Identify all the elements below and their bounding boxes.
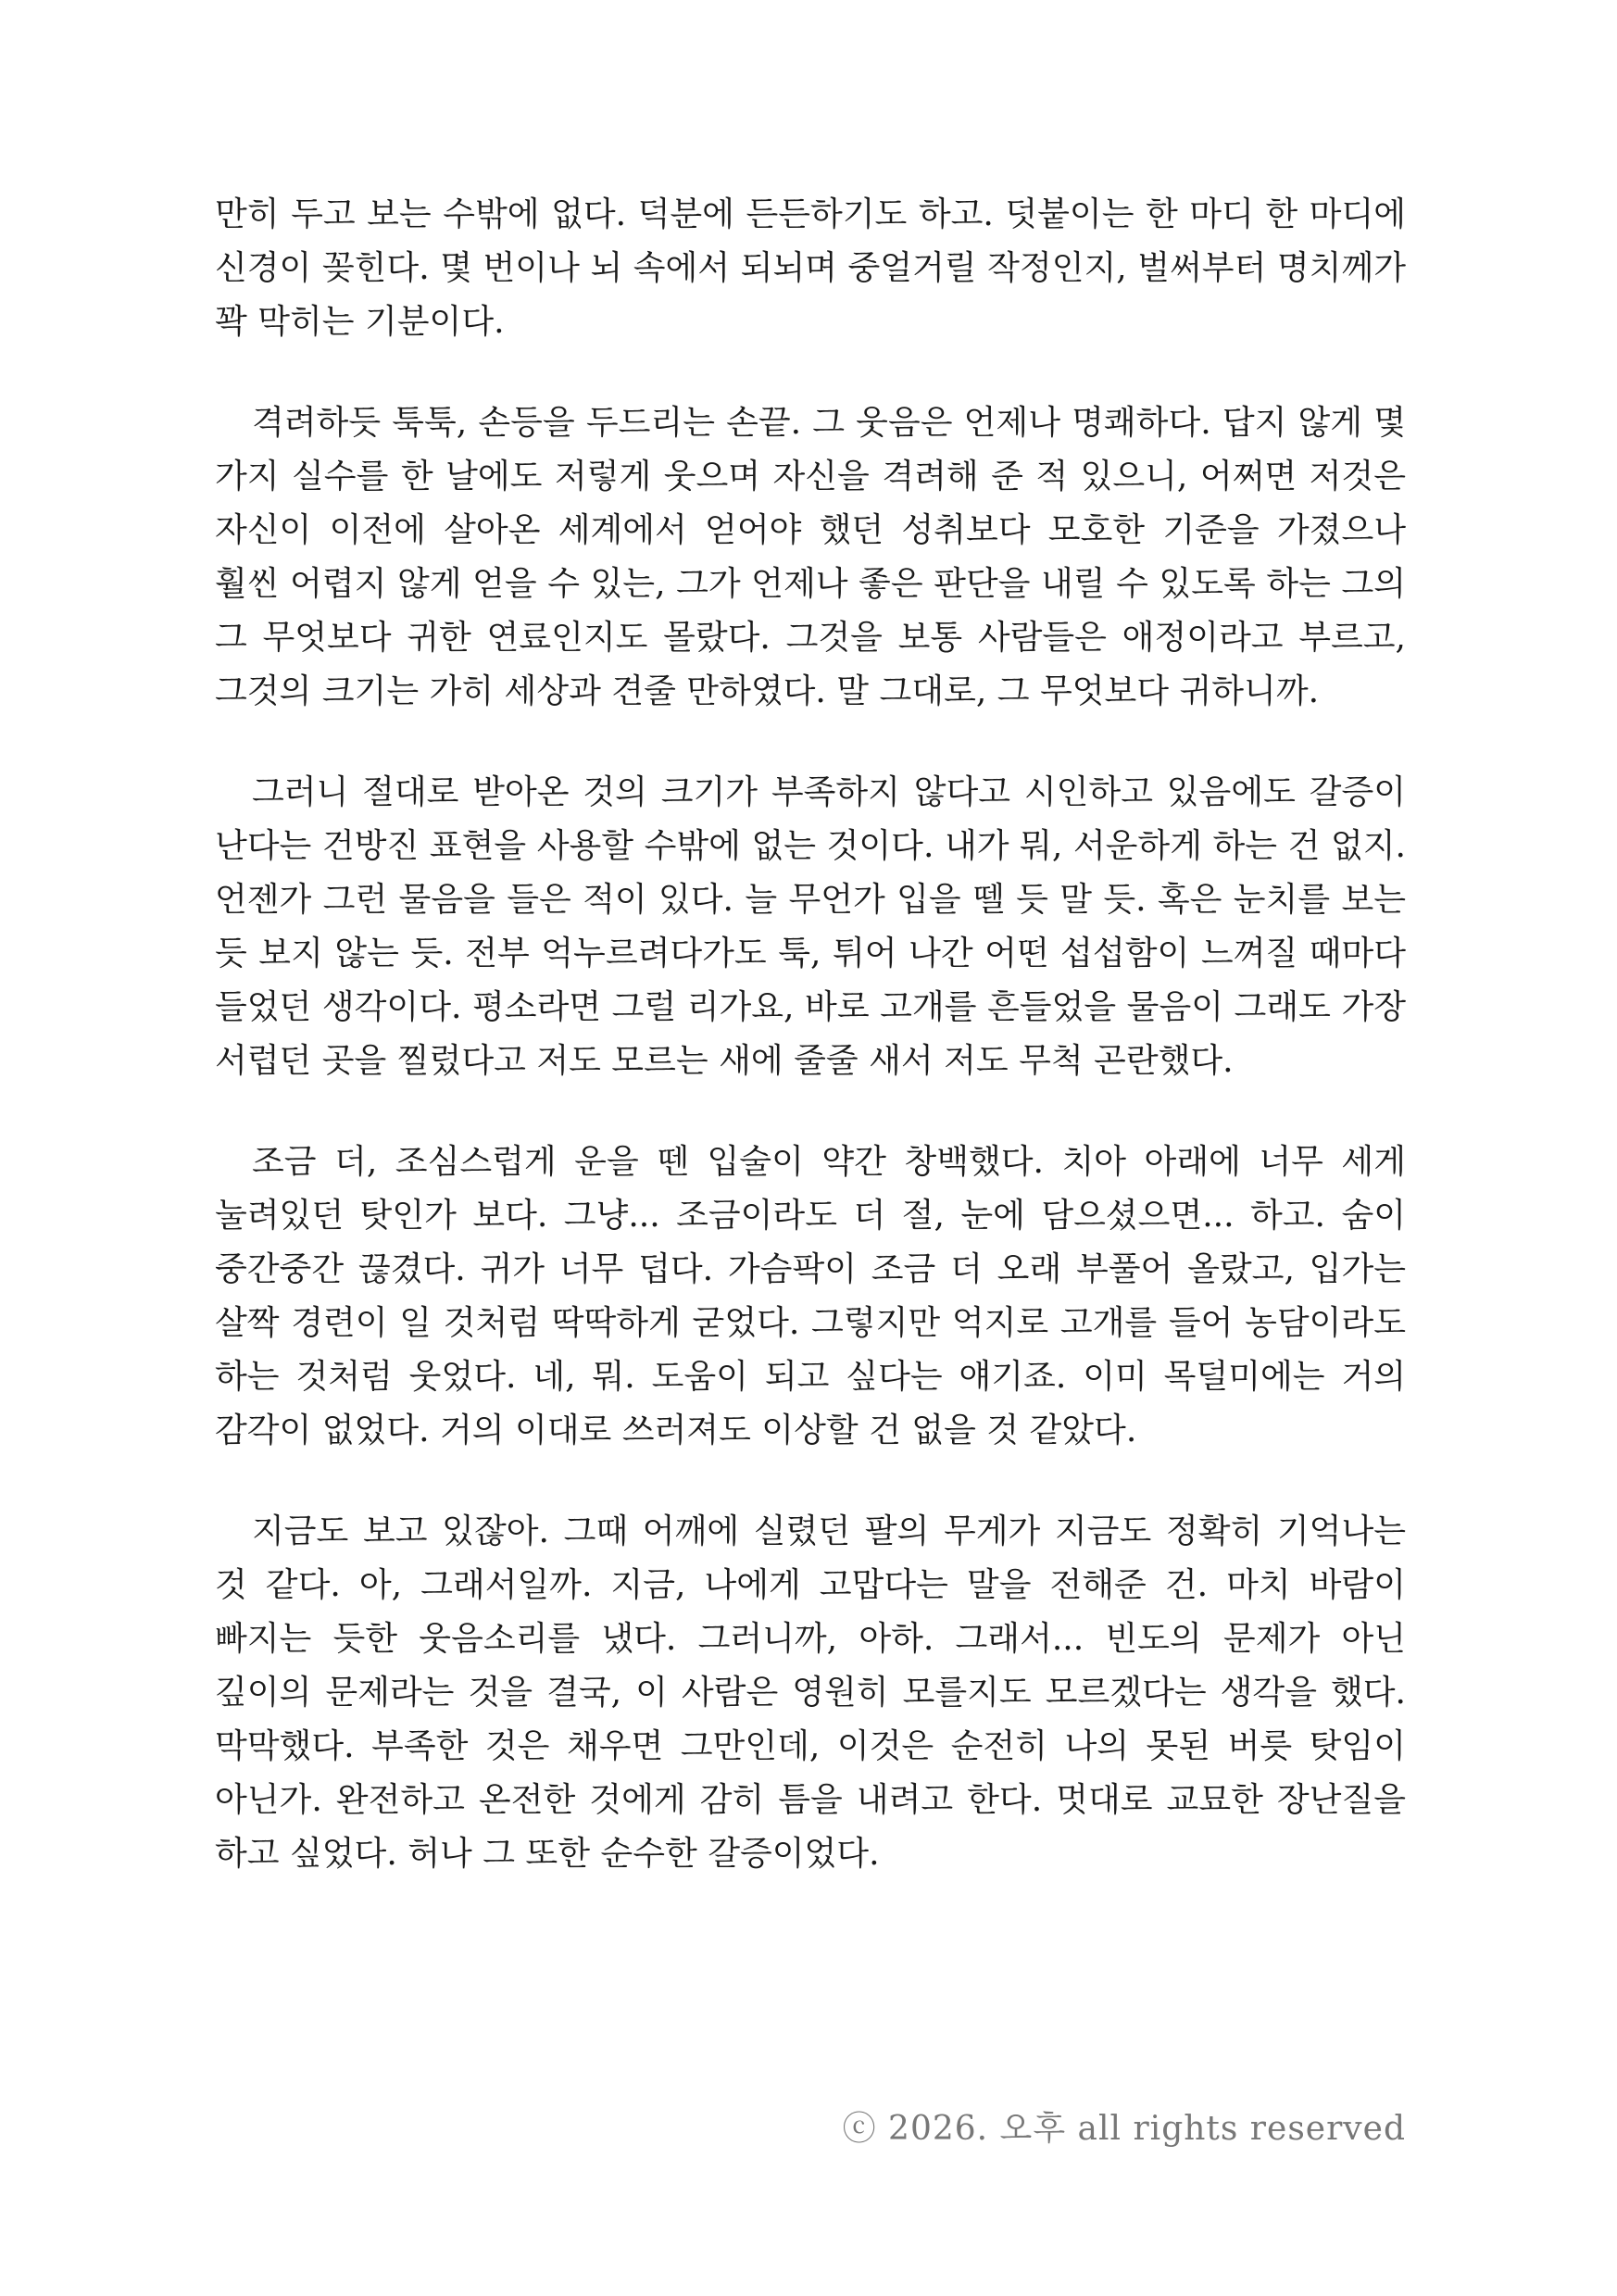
paragraph-4: 조금 더, 조심스럽게 운을 뗀 입술이 약간 창백했다. 치아 아래에 너무 세게 눌려있던 탓인가 보다. 그냥... 조금이라도 더 절, 눈에 담으셨으면... 하고. 숨이 중간중간 끊겼다. 귀가 너무 덥다. 가슴팍이 조금 더 오래 부풀어 올랐고, 입가는 살짝 경련이 일 것처럼 딱딱하게 굳었다. 그렇지만 억지로 고개를 들어 농담이라도 하는 것처럼 웃었다. 네, 뭐. 도움이 되고 싶다는 얘기죠. 이미 목덜미에는 거의 감각이 없었다. 거의 이대로 쓰러져도 이상할 건 없을 것 같았다. [215,1143,1406,1449]
paragraph-3: 그러니 절대로 받아온 것의 크기가 부족하지 않다고 시인하고 있음에도 갈증이 난다는 건방진 표현을 사용할 수밖에 없는 것이다. 내가 뭐, 서운하게 하는 건 없지. 언젠가 그런 물음을 들은 적이 있다. 늘 무언가 입을 뗄 듯 말 듯. 혹은 눈치를 보는 듯 보지 않는 듯. 전부 억누르려다가도 툭, 튀어 나간 어떤 섭섭함이 느껴질 때마다 들었던 생각이다. 평소라면 그럴 리가요, 바로 고개를 흔들었을 물음이 그래도 가장 서럽던 곳을 찔렀다고 저도 모르는 새에 줄줄 새서 저도 무척 곤란했다. [215,773,1406,1080]
copyright-footer: ⓒ 2026. 오후 all rights reserved [842,2110,1406,2148]
paragraph-2: 격려하듯 툭툭, 손등을 두드리는 손끝. 그 웃음은 언제나 명쾌하다. 답지 않게 몇 가지 실수를 한 날에도 저렇게 웃으며 자신을 격려해 준 적 있으니, 어쩌면 저것은 자신이 이전에 살아온 세계에서 얻어야 했던 성취보다 모호한 기준을 가졌으나 훨씬 어렵지 않게 얻을 수 있는, 그가 언제나 좋은 판단을 내릴 수 있도록 하는 그의 그 무엇보다 귀한 연료인지도 몰랐다. 그것을 보통 사람들은 애정이라고 부르고, 그것의 크기는 가히 세상과 견줄 만하였다. 말 그대로, 그 무엇보다 귀하니까. [215,404,1406,710]
paragraph-1: 만히 두고 보는 수밖에 없다. 덕분에 든든하기도 하고. 덧붙이는 한 마디 한 마디에 신경이 꽂힌다. 몇 번이나 뇌 속에서 되뇌며 중얼거릴 작정인지, 벌써부터 명치께가 꽉 막히는 기분이다. [215,195,1406,341]
paragraph-5: 지금도 보고 있잖아. 그때 어깨에 실렸던 팔의 무게가 지금도 정확히 기억나는 것 같다. 아, 그래서일까. 지금, 나에게 고맙다는 말을 전해준 건. 마치 바람이 빠지는 듯한 웃음소리를 냈다. 그러니까, 아하. 그래서... 빈도의 문제가 아닌 깊이의 문제라는 것을 결국, 이 사람은 영원히 모를지도 모르겠다는 생각을 했다. 막막했다. 부족한 것은 채우면 그만인데, 이것은 순전히 나의 못된 버릇 탓임이 아닌가. 완전하고 온전한 것에게 감히 틈을 내려고 한다. 멋대로 교묘한 장난질을 하고 싶었다. 허나 그 또한 순수한 갈증이었다. [215,1512,1406,1873]
document-body [215,188,1406,1928]
